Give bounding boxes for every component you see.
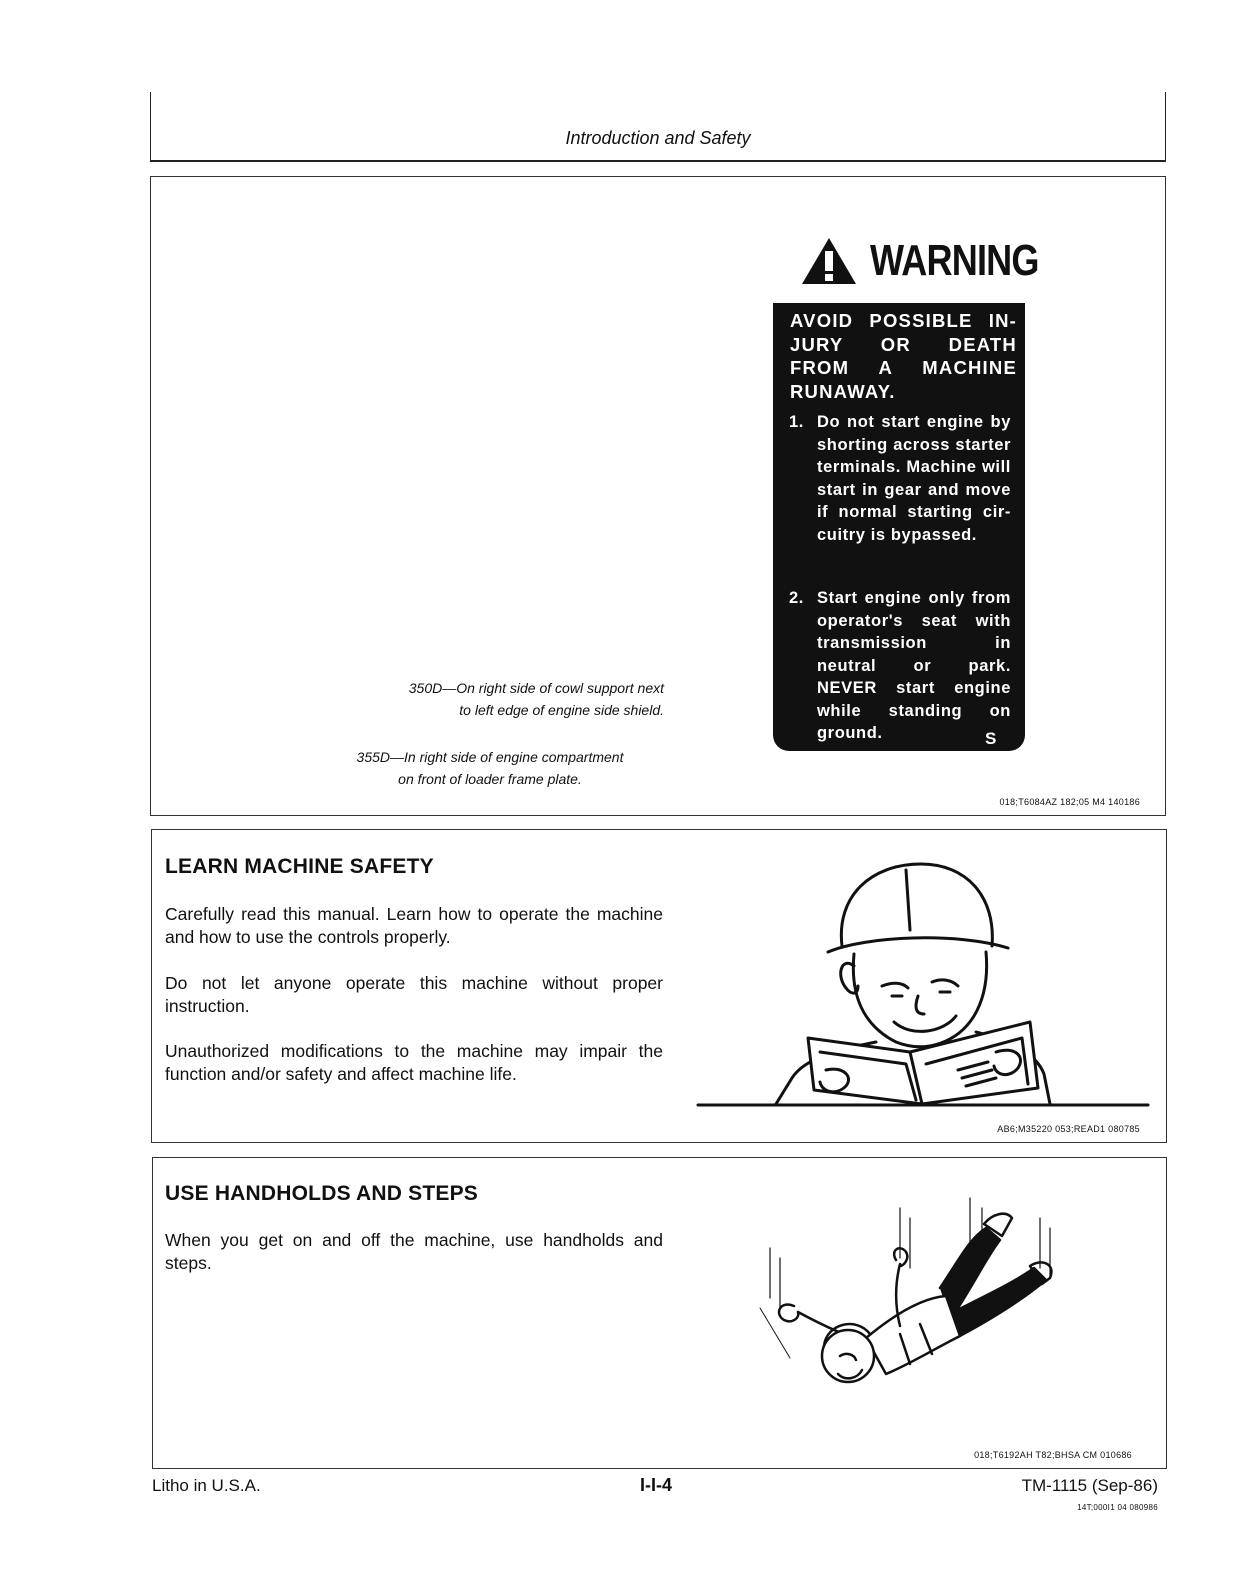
caption-355d-line1: 355D—In right side of engine compartment: [356, 749, 624, 765]
warning-triangle-icon: [800, 236, 858, 291]
footer-code: 14T;000I1 04 080986: [1077, 1503, 1158, 1512]
caption-350d: [320, 677, 664, 721]
warning-item-text: Do not start engine by shorting across starter terminals. Machine will start in gear and move if normal starting cir- cuitry is bypassed.: [817, 413, 1011, 544]
warning-signal-word: WARNING: [870, 236, 1039, 285]
caption-355d-line2: on front of loader frame plate.: [398, 771, 582, 787]
warning-item-number: 2.: [789, 589, 804, 607]
falling-person-illustration: [750, 1188, 1070, 1433]
footer-litho: Litho in U.S.A.: [152, 1476, 261, 1495]
paragraph: When you get on and off the machine, use handholds and steps.: [165, 1230, 663, 1273]
paragraph: Do not let anyone operate this machine without proper instruction.: [165, 973, 663, 1016]
page-title: Introduction and Safety: [565, 128, 751, 148]
section-title: USE HANDHOLDS AND STEPS: [165, 1182, 479, 1205]
paragraph: Unauthorized modifications to the machine may impair the function and/or safety and affect machine life.: [165, 1041, 663, 1084]
caption-350d-line1: 350D—On right side of cowl support next: [408, 680, 664, 696]
document-id: TM-1115 (Sep-86): [1021, 1476, 1158, 1495]
page-number: I-I-4: [640, 1475, 673, 1495]
reference-code: AB6;M35220 053;READ1 080785: [997, 1124, 1140, 1134]
reading-operator-illustration: [696, 856, 1151, 1113]
warning-item: [789, 411, 1011, 546]
section-title: LEARN MACHINE SAFETY: [165, 855, 434, 878]
caption-355d: [320, 746, 660, 790]
reference-code: 018;T6192AH T82;BHSA CM 010686: [974, 1450, 1132, 1460]
decal-letter: S: [985, 729, 997, 748]
caption-350d-line2: to left edge of engine side shield.: [459, 702, 664, 718]
warning-item-number: 1.: [789, 413, 804, 431]
warning-item: [789, 587, 1011, 745]
reference-code: 018;T6084AZ 182;05 M4 140186: [999, 797, 1140, 807]
page-header: [150, 92, 1166, 162]
warning-heading: AVOID POSSIBLE IN- JURY OR DEATH FROM A MACHINE RUNAWAY.: [790, 310, 1017, 402]
warning-decal: [773, 303, 1025, 751]
warning-item-text: Start engine only from operator's seat with transmission in neutral or park. NEVER start engine while standing on ground.: [817, 589, 1011, 742]
paragraph: Carefully read this manual. Learn how to operate the machine and how to use the controls properly.: [165, 904, 663, 947]
